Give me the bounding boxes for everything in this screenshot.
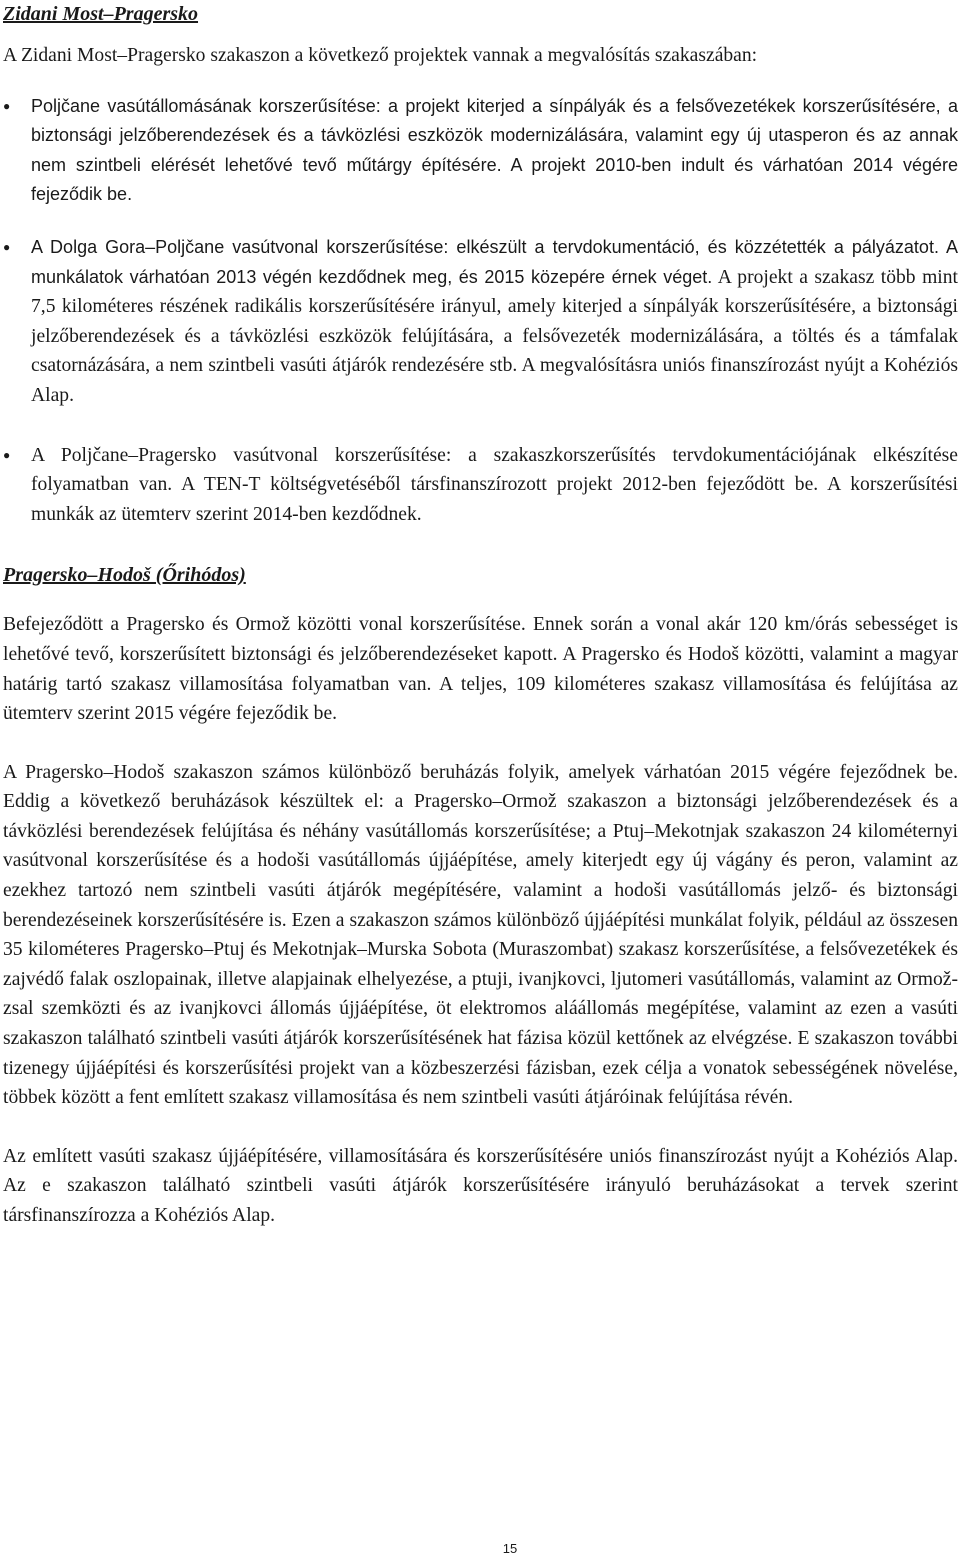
list-item [3, 92, 958, 210]
page-number: 15 [502, 1541, 518, 1556]
list-item [3, 441, 958, 530]
list-item-text: Poljčane vasútállomásának korszerűsítése: a projekt kiterjed a sínpályák és a felsővezetékek korszerűsítésére, a biztonsági jelzőberendezések és a távközlési eszközök modernizálására, valamint egy új utasperon és az annak nem szintbeli elérését lehetővé tevő műtárgy építésére. A projekt 2010-ben indult és várhatóan 2014 végére fejeződik be. [31, 95, 958, 205]
list-item-text-continued: A projekt a szakasz több mint 7,5 kilométeres részének radikális korszerűsítésére irányul, amely kiterjed a sínpályák korszerűsítésére, a biztonsági jelzőberendezések és a távközlési eszközök felújítására, a felsővezeték modernizálására, a töltés és a támfalak csatornázására, a nem szintbeli vasúti átjárók rendezésére stb. A megvalósításra uniós finanszírozást nyújt a Kohéziós Alap. [31, 266, 958, 406]
document-page [3, 0, 958, 1231]
section-heading-zidani-most: Zidani Most–Pragersko [3, 3, 199, 25]
section-heading-pragersko-hodos: Pragersko–Hodoš (Őrihódos) [3, 564, 246, 587]
list-item-text: A Dolga Gora–Poljčane vasútvonal korszerűsítése: elkészült a tervdokumentáció, és közzétették a pályázatot. A munkálatok várhatóan 2013 végén kezdődnek meg, és 2015 közepére érnek véget. [31, 236, 958, 287]
paragraph: Befejeződött a Pragersko és Ormož közötti vonal korszerűsítése. Ennek során a vonal akár 120 km/órás sebességet is lehetővé tevő, korszerűsített biztonsági és jelzőberendezéseket kapott. A Pragersko és Hodoš közötti, valamint a magyar határig tartó szakasz villamosítása folyamatban van. A teljes, 109 kilométeres szakasz villamosítása és felújítása az ütemterv szerint 2015 végére fejeződik be. [3, 614, 958, 725]
bullet-icon: ● [3, 447, 11, 462]
bullet-icon: ● [3, 239, 11, 254]
bullet-icon: ● [3, 98, 11, 113]
paragraph: Az említett vasúti szakasz újjáépítésére, villamosítására és korszerűsítésére uniós finanszírozást nyújt a Kohéziós Alap. Az e szakaszon található szintbeli vasúti átjárók korszerűsítésére irányuló beruházásokat a tervek szerint társfinanszírozza a Kohéziós Alap. [3, 1145, 958, 1226]
list-item-text: A Poljčane–Pragersko vasútvonal korszerűsítése: a szakaszkorszerűsítés tervdokumentációjának elkészítése folyamatban van. A TEN-T költségvetéséből társfinanszírozott projekt 2012-ben fejeződött be. A korszerűsítési munkák az ütemterv szerint 2014-ben kezdődnek. [31, 444, 958, 525]
paragraph: A Pragersko–Hodoš szakaszon számos különböző beruházás folyik, amelyek várhatóan 2015 végére fejeződnek be. Eddig a következő beruházások készültek el: a Pragersko–Ormož szakaszon a biztonsági jelzőberendezések és a távközlési berendezések felújítása és néhány vasútállomás korszerűsítése; a Ptuj–Mekotnjak szakaszon 24 kilométernyi vasútvonal korszerűsítése és a hodoši vasútállomás újjáépítése, amely kiterjedt egy új vágány és peron, valamint az ezekhez tartozó nem szintbeli vasúti átjárók megépítésére, valamint a hodoši vasútállomás jelző- és biztonsági berendezéseinek korszerűsítésére is. Ezen a szakaszon számos különböző újjáépítési munkálat folyik, például az összesen 35 kilométeres Pragersko–Ptuj és Mekotnjak–Murska Sobota (Muraszombat) szakasz korszerűsítése, a felsővezetékek és zajvédő falak oszlopainak, illetve alapjainak elhelyezése, a ptuji, ivanjkovci, ljutomeri vasútállomás, valamint az Ormož-zsal szemközti és az ivanjkovci állomás újjáépítése, öt elektromos aláállomás megépítése, valamint az ezen a vasúti szakaszon található szintbeli vasúti átjárók korszerűsítésének hat fázisa közül kettőnek az elvégzése. E szakaszon további tizenegy újjáépítési és korszerűsítési projekt van a közbeszerzési fázisban, ezek célja a vonatok sebességének növelése, többek között a fent említett szakasz villamosítása és nem szintbeli vasúti átjáróinak felújítása révén. [3, 761, 958, 1109]
list-item [3, 233, 958, 411]
project-list [3, 92, 958, 530]
section-intro: A Zidani Most–Pragersko szakaszon a következő projektek vannak a megvalósítás szakaszában: [3, 45, 758, 66]
